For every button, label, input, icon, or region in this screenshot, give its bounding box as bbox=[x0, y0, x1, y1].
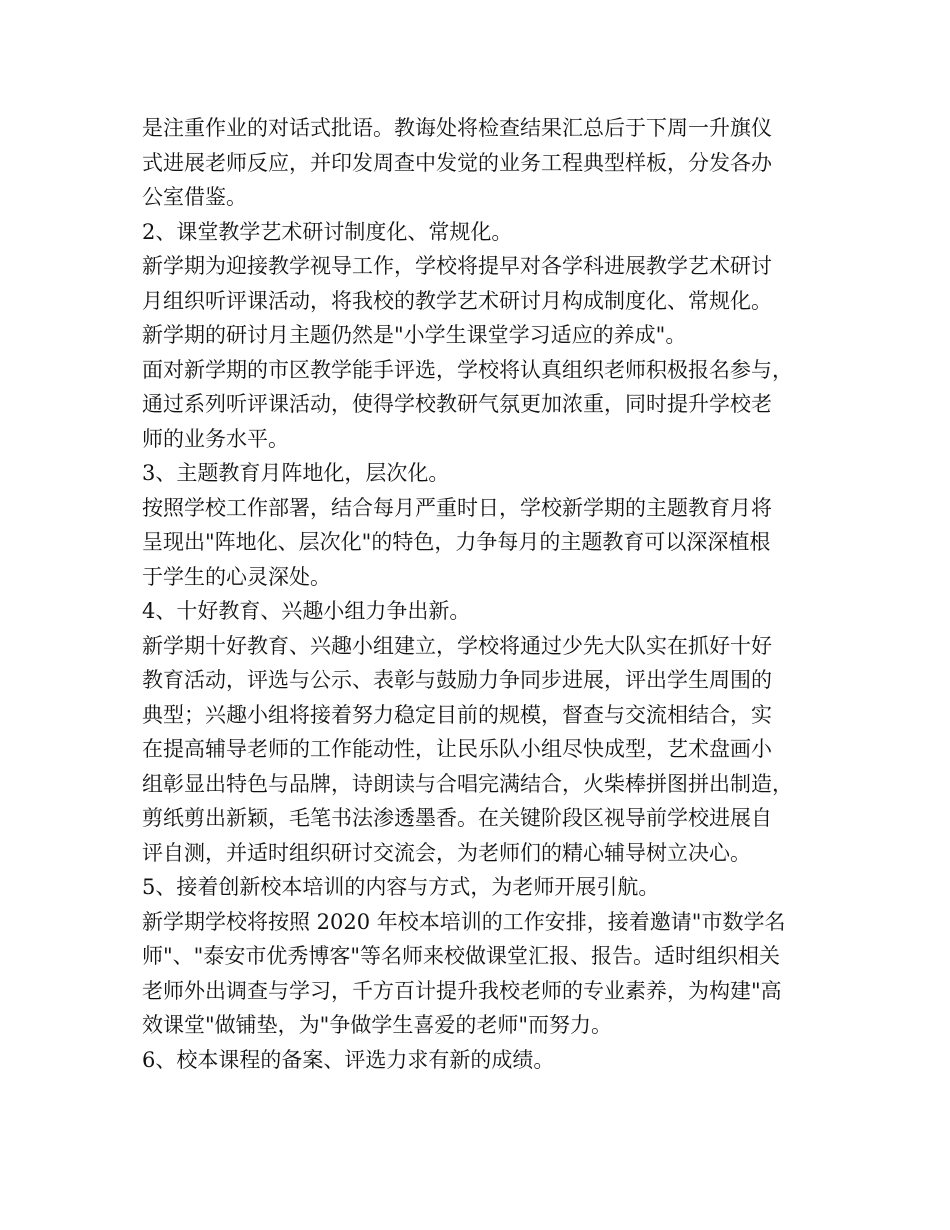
text-line: 师的业务水平。 bbox=[142, 426, 289, 451]
text-line: 是注重作业的对话式批语。教诲处将检查结果汇总后于下周一升旗仪 bbox=[142, 116, 772, 140]
text-line: 式进展老师反应，并印发周查中发觉的业务工程典型样板，分发各办 bbox=[142, 150, 772, 175]
text-line: 典型；兴趣小组将接着努力稳定目前的规模，督查与交流相结合，实 bbox=[142, 702, 772, 727]
text-line: 呈现出"阵地化、层次化"的特色，力争每月的主题教育可以深深植根 bbox=[142, 530, 771, 554]
section-heading: 5、接着创新校本培训的内容与方式，为老师开展引航。 bbox=[142, 875, 660, 899]
section-heading: 2、课堂教学艺术研讨制度化、常规化。 bbox=[142, 219, 513, 244]
text-line: 新学期十好教育、兴趣小组建立，学校将通过少先大队实在抓好十好 bbox=[142, 633, 772, 658]
text-line: 新学期为迎接教学视导工作，学校将提早对各学科进展教学艺术研讨 bbox=[142, 254, 772, 278]
text-line: 新学期学校将按照 2020 年校本培训的工作安排，接着邀请"市数学名 bbox=[142, 909, 786, 934]
text-line: 通过系列听评课活动，使得学校教研气氛更加浓重，同时提升学校老 bbox=[142, 392, 772, 416]
document-body bbox=[142, 111, 818, 1077]
section-heading: 4、十好教育、兴趣小组力争出新。 bbox=[142, 599, 471, 623]
text-line: 于学生的心灵深处。 bbox=[142, 564, 331, 589]
text-line: 评自测，并适时组织研讨交流会，为老师们的精心辅导树立决心。 bbox=[142, 840, 751, 865]
section-heading: 3、主题教育月阵地化，层次化。 bbox=[142, 461, 450, 485]
text-line: 师"、"泰安市优秀博客"等名师来校做课堂汇报、报告。适时组织相关 bbox=[142, 944, 780, 968]
text-line: 剪纸剪出新颖，毛笔书法渗透墨香。在关键阶段区视导前学校进展自 bbox=[142, 806, 772, 830]
text-line: 新学期的研讨月主题仍然是"小学生课堂学习适应的养成"。 bbox=[142, 323, 687, 347]
text-line: 组彰显出特色与品牌，诗朗读与合唱完满结合，火柴棒拼图拼出制造， bbox=[142, 771, 793, 796]
section-heading: 6、校本课程的备案、评选力求有新的成绩。 bbox=[142, 1047, 555, 1072]
text-line: 在提高辅导老师的工作能动性，让民乐队小组尽快成型，艺术盘画小 bbox=[142, 737, 772, 761]
text-line: 公室借鉴。 bbox=[142, 185, 247, 209]
text-line: 月组织听评课活动，将我校的教学艺术研讨月构成制度化、常规化。 bbox=[142, 288, 772, 313]
text-line: 按照学校工作部署，结合每月严重时日，学校新学期的主题教育月将 bbox=[142, 495, 772, 520]
text-line: 教育活动，评选与公示、表彰与鼓励力争同步进展，评出学生周围的 bbox=[142, 668, 772, 692]
text-line: 老师外出调查与学习，千方百计提升我校老师的专业素养，为构建"高 bbox=[142, 978, 782, 1003]
text-line: 面对新学期的市区教学能手评选，学校将认真组织老师积极报名参与， bbox=[142, 357, 793, 382]
text-line: 效课堂"做铺垫，为"争做学生喜爱的老师"而努力。 bbox=[142, 1013, 612, 1037]
